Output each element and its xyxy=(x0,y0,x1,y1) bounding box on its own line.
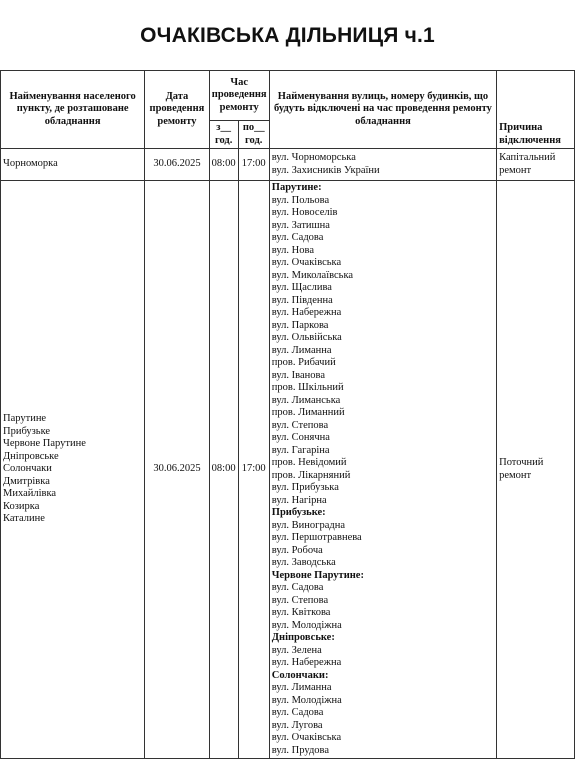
street-item: вул. Іванова xyxy=(271,369,325,381)
street-item: вул. Нова xyxy=(271,244,314,256)
table-row xyxy=(1,149,575,181)
street-item: вул. Захисників України xyxy=(271,164,380,176)
row-date: 30.06.2025 xyxy=(145,181,209,759)
header-to: по__ год. xyxy=(238,121,269,149)
street-item: вул. Садова xyxy=(271,707,324,718)
street-item: вул. Степова xyxy=(271,594,329,606)
street-item: вул. Очаківська xyxy=(271,257,342,268)
row-from: 08:00 xyxy=(209,181,238,759)
street-item: вул. Затишна xyxy=(271,219,330,231)
street-item: вул. Миколаївська xyxy=(271,269,354,281)
street-item: пров. Рибачий xyxy=(271,357,336,368)
street-item: вул. Виноградна xyxy=(271,519,346,531)
street-group-heading: Червоне Парутине: xyxy=(271,569,364,581)
outage-table xyxy=(0,70,575,759)
street-item: вул. Лиманна xyxy=(271,682,332,693)
street-item: вул. Молодіжна xyxy=(271,619,342,631)
street-item: вул. Польова xyxy=(271,194,330,206)
row-locations xyxy=(1,181,145,759)
street-group-heading: Парутине: xyxy=(271,182,322,193)
street-item: вул. Садова xyxy=(271,582,324,593)
street-group-heading: Дніпровське: xyxy=(271,632,335,643)
street-item: пров. Шкільний xyxy=(271,382,344,393)
street-item: вул. Ольвійська xyxy=(271,332,342,343)
location-item: Дмитрівка xyxy=(3,475,50,487)
header-reason-top xyxy=(497,71,575,121)
row-to: 17:00 xyxy=(238,181,269,759)
row-locations xyxy=(1,149,145,181)
street-item: вул. Квіткова xyxy=(271,607,331,618)
header-reason: Причина відключення xyxy=(497,121,575,149)
table-row xyxy=(1,181,575,759)
street-item: вул. Паркова xyxy=(271,319,329,331)
header-from: з__ год. xyxy=(209,121,238,149)
street-item: вул. Новоселів xyxy=(271,207,338,218)
street-item: вул. Щаслива xyxy=(271,282,332,293)
row-reason: Капітальний ремонт xyxy=(497,149,575,181)
street-item: вул. Прудова xyxy=(271,744,330,756)
street-item: вул. Заводська xyxy=(271,557,336,568)
street-item: вул. Набережна xyxy=(271,307,342,318)
street-item: вул. Степова xyxy=(271,419,329,431)
street-item: вул. Лугова xyxy=(271,719,323,731)
street-item: вул. Чорноморська xyxy=(271,152,356,163)
street-item: вул. Молодіжна xyxy=(271,694,342,706)
street-item: вул. Очаківська xyxy=(271,732,342,743)
location-item: Червоне Парутине xyxy=(3,438,86,450)
street-item: вул. Лиманна xyxy=(271,344,332,356)
street-item: вул. Прибузька xyxy=(271,482,339,493)
street-item: вул. Лиманська xyxy=(271,394,341,406)
header-time: Час проведення ремонту xyxy=(209,71,269,121)
street-group-heading: Прибузьке: xyxy=(271,507,326,518)
row-date: 30.06.2025 xyxy=(145,149,209,181)
street-item: вул. Гагаріна xyxy=(271,444,330,456)
street-item: вул. Першотравнева xyxy=(271,532,362,543)
street-item: пров. Невідомий xyxy=(271,457,347,468)
row-to: 17:00 xyxy=(238,149,269,181)
header-row xyxy=(1,71,575,121)
header-streets: Найменування вулиць, номеру будинків, що будуть відключені на час проведення ремонту обладнання xyxy=(269,71,496,149)
location-item: Солончаки xyxy=(3,463,52,475)
row-from: 08:00 xyxy=(209,149,238,181)
row-streets xyxy=(269,181,496,759)
header-location: Найменування населеного пункту, де розташоване обладнання xyxy=(1,71,145,149)
street-item: вул. Сонячна xyxy=(271,432,330,443)
location-item: Дніпровське xyxy=(3,450,59,462)
location-item: Прибузьке xyxy=(3,425,51,437)
location-item: Каталине xyxy=(3,513,45,525)
street-item: пров. Лікарняний xyxy=(271,469,351,481)
location-item: Чорноморка xyxy=(3,158,58,170)
street-item: вул. Набережна xyxy=(271,657,342,668)
row-streets xyxy=(269,149,496,181)
street-item: вул. Зелена xyxy=(271,644,322,656)
page-title: ОЧАКІВСЬКА ДІЛЬНИЦЯ ч.1 xyxy=(140,24,435,47)
location-item: Козирка xyxy=(3,500,40,512)
street-item: вул. Південна xyxy=(271,294,333,306)
street-item: вул. Робоча xyxy=(271,544,323,556)
row-reason: Поточний ремонт xyxy=(497,181,575,759)
street-item: вул. Нагірна xyxy=(271,494,327,506)
street-item: вул. Садова xyxy=(271,232,324,243)
location-item: Михайлівка xyxy=(3,488,57,500)
header-date: Дата проведення ремонту xyxy=(145,71,209,149)
location-item: Парутине xyxy=(3,413,47,425)
street-item: пров. Лиманний xyxy=(271,407,345,418)
street-group-heading: Солончаки: xyxy=(271,669,329,681)
